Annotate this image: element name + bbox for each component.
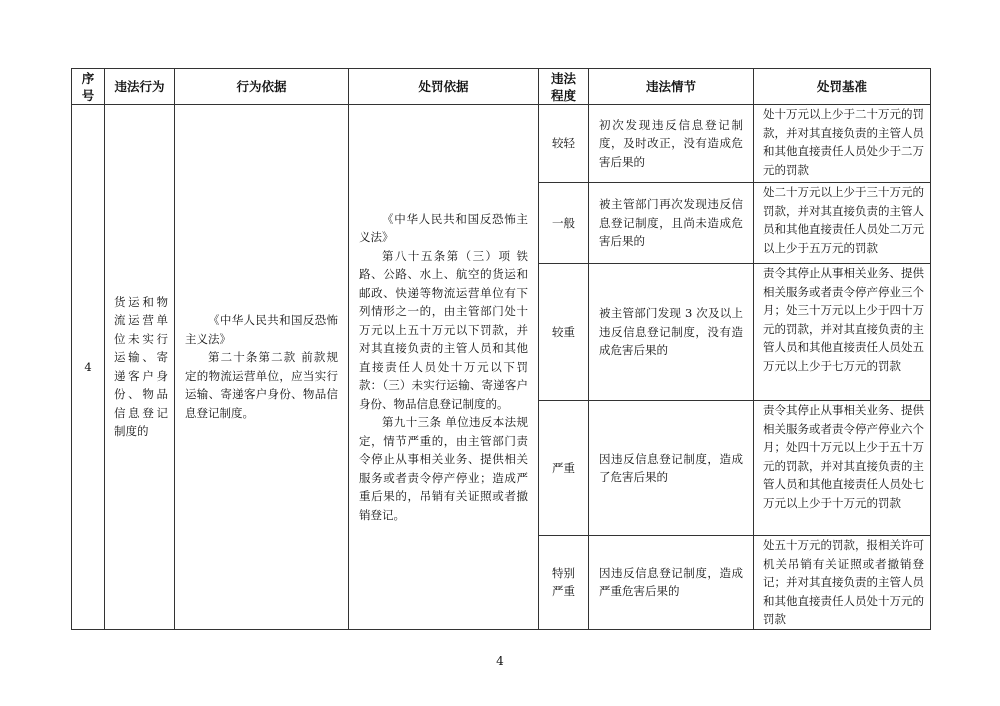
act-cell: 货运和物流运营单位未实行运输、寄递客户身份、物品信息登记制度的 bbox=[105, 105, 175, 630]
header-seq: 序号 bbox=[72, 69, 105, 105]
penalty-basis-cell bbox=[349, 105, 539, 630]
penalty-table bbox=[71, 68, 931, 630]
standard-cell: 处二十万元以上少于三十万元的罚款，并对其直接负责的主管人员和其他直接责任人员处二万元以上少于五万元的罚款 bbox=[754, 183, 931, 264]
header-penalty-basis: 处罚依据 bbox=[349, 69, 539, 105]
degree-cell: 较轻 bbox=[539, 105, 589, 183]
seq-cell: 4 bbox=[72, 105, 105, 630]
penalty-article-93: 第九十三条 单位违反本法规定，情节严重的，由主管部门责令停止从事相关业务、提供相关服务或者责令停产停业；造成严重后果的，吊销有关证照或者撤销登记。 bbox=[359, 415, 528, 522]
header-act: 违法行为 bbox=[105, 69, 175, 105]
standard-cell: 处五十万元的罚款，报相关许可机关吊销有关证照或者撤销登记；并对其直接负责的主管人员和其他直接责任人员处十万元的罚款 bbox=[754, 536, 931, 630]
standard-cell: 责令其停止从事相关业务、提供相关服务或者责令停产停业六个月；处四十万元以上少于五十万元的罚款，并对其直接负责的主管人员和其他直接责任人员处七万元以上少于十万元的罚款 bbox=[754, 401, 931, 536]
degree-cell: 严重 bbox=[539, 401, 589, 536]
penalty-law: 《中华人民共和国反恐怖主义法》 bbox=[359, 211, 528, 244]
situation-cell: 被主管部门再次发现违反信息登记制度，且尚未造成危害后果的 bbox=[589, 183, 754, 264]
header-standard: 处罚基准 bbox=[754, 69, 931, 105]
situation-cell: 被主管部门发现 3 次及以上违反信息登记制度，没有造成危害后果的 bbox=[589, 264, 754, 401]
basis-law: 《中华人民共和国反恐怖主义法》 bbox=[185, 313, 338, 346]
degree-cell: 特别严重 bbox=[539, 536, 589, 630]
header-situation: 违法情节 bbox=[589, 69, 754, 105]
table-row bbox=[72, 105, 931, 183]
header-basis: 行为依据 bbox=[175, 69, 349, 105]
standard-cell: 责令其停止从事相关业务、提供相关服务或者责令停产停业三个月；处三十万元以上少于四十万元的罚款，并对其直接负责的主管人员和其他直接责任人员处五万元以上少于七万元的罚款 bbox=[754, 264, 931, 401]
situation-cell: 因违反信息登记制度，造成严重危害后果的 bbox=[589, 536, 754, 630]
header-degree: 违法程度 bbox=[539, 69, 589, 105]
situation-cell: 初次发现违反信息登记制度，及时改正，没有造成危害后果的 bbox=[589, 105, 754, 183]
basis-text: 第二十条第二款 前款规定的物流运营单位，应当实行运输、寄递客户身份、物品信息登记制度。 bbox=[185, 350, 338, 420]
standard-cell: 处十万元以上少于二十万元的罚款，并对其直接负责的主管人员和其他直接责任人员处少于二万元的罚款 bbox=[754, 105, 931, 183]
header-row bbox=[72, 69, 931, 105]
degree-cell: 一般 bbox=[539, 183, 589, 264]
page-number: 4 bbox=[496, 654, 504, 668]
situation-cell: 因违反信息登记制度，造成了危害后果的 bbox=[589, 401, 754, 536]
degree-cell: 较重 bbox=[539, 264, 589, 401]
basis-cell bbox=[175, 105, 349, 630]
penalty-article-85: 第八十五条第（三）项 铁路、公路、水上、航空的货运和邮政、快递等物流运营单位有下列情形之一的，由主管部门处十万元以上五十万元以下罚款，并对其直接负责的主管人员和其他直接责任人员处十万元以下罚款：（三）未实行运输、寄递客户身份、物品信息登记制度的。 bbox=[359, 248, 528, 411]
